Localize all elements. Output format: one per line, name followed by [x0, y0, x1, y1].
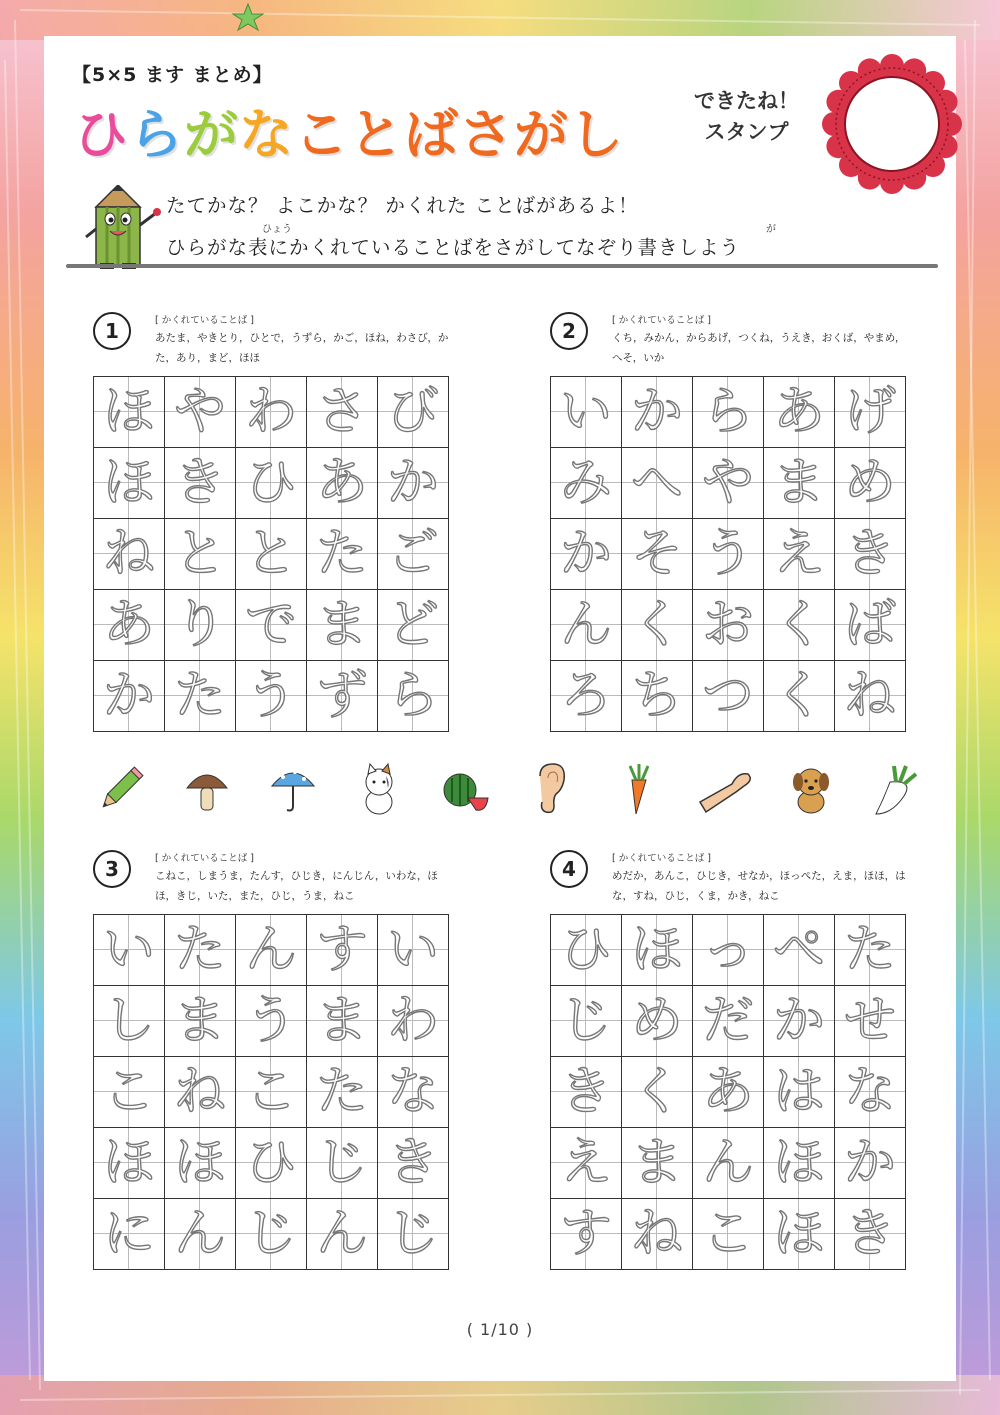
grid-cell — [835, 377, 906, 448]
grid-cell — [693, 986, 764, 1057]
tracing-letter: り — [173, 595, 226, 655]
tracing-letter: こ — [701, 1204, 754, 1264]
grid-row — [551, 448, 906, 519]
dog-icon — [786, 762, 836, 816]
tracing-letter: か — [559, 524, 612, 584]
grid-cell — [622, 661, 693, 732]
tracing-letter: め — [630, 991, 683, 1051]
tracing-letter: あ — [315, 453, 368, 513]
grid-cell — [693, 1057, 764, 1128]
hint-words: めだか，あんこ，ひじき，せなか，ほっぺた，えま，ほほ，はな，すね，ひじ，くま，かき，ねこ — [612, 870, 906, 902]
grid-cell — [764, 1199, 835, 1270]
tracing-letter: ち — [630, 666, 683, 726]
grid-cell — [693, 519, 764, 590]
letter-grid — [550, 376, 906, 732]
grid-cell — [378, 377, 449, 448]
grid-row — [551, 1057, 906, 1128]
grid-cell — [551, 986, 622, 1057]
tracing-letter: さ — [315, 382, 368, 442]
tracing-letter: か — [630, 382, 683, 442]
grid-cell — [236, 915, 307, 986]
tracing-letter: に — [102, 1204, 155, 1264]
grid-row — [551, 1199, 906, 1270]
tracing-letter: た — [315, 524, 368, 584]
tracing-letter: や — [173, 382, 226, 442]
stamp-scallop — [822, 112, 846, 136]
grid-cell — [764, 377, 835, 448]
tracing-letter: ら — [701, 382, 754, 442]
grid-cell — [378, 1128, 449, 1199]
tracing-letter: い — [559, 382, 612, 442]
grid-row — [551, 915, 906, 986]
grid-cell — [165, 377, 236, 448]
grid-cell — [551, 661, 622, 732]
grid-cell — [378, 1199, 449, 1270]
tracing-letter: か — [772, 991, 825, 1051]
grid-cell — [165, 519, 236, 590]
grid-cell — [622, 915, 693, 986]
grid-cell — [693, 448, 764, 519]
pencil-icon — [96, 762, 146, 816]
ruby-hyou: ひょう — [262, 224, 292, 235]
grid-cell — [551, 519, 622, 590]
stamp-label — [694, 86, 799, 148]
title-char: ら — [129, 103, 184, 166]
hint-label: [ かくれていることば ] — [155, 315, 254, 326]
tracing-letter: ん — [173, 1204, 226, 1264]
grid-cell — [236, 1057, 307, 1128]
grid-cell — [835, 590, 906, 661]
grid-cell — [236, 1199, 307, 1270]
grid-cell — [236, 448, 307, 519]
grid-cell — [693, 915, 764, 986]
tracing-letter: だ — [701, 991, 754, 1051]
ruby-ga: が — [766, 224, 776, 235]
grid-cell — [94, 590, 165, 661]
tracing-letter: き — [559, 1062, 612, 1122]
hint-words: くち，みかん，からあげ，つくね，うえき，おくば，やまめ，へそ，いか — [612, 332, 906, 364]
tracing-letter: な — [386, 1062, 439, 1122]
tracing-letter: あ — [772, 382, 825, 442]
grid-cell — [165, 1199, 236, 1270]
grid-cell — [835, 448, 906, 519]
title-char: し — [569, 103, 624, 166]
grid-cell — [622, 1057, 693, 1128]
tracing-letter: く — [772, 595, 825, 655]
tracing-letter: あ — [701, 1062, 754, 1122]
grid-cell — [693, 1128, 764, 1199]
grid-cell — [236, 519, 307, 590]
tracing-letter: ほ — [102, 1133, 155, 1193]
tracing-letter: み — [559, 453, 612, 513]
tracing-letter: き — [843, 1204, 896, 1264]
tracing-letter: き — [843, 524, 896, 584]
grid-cell — [693, 661, 764, 732]
grid-cell — [94, 1199, 165, 1270]
tracing-letter: つ — [701, 666, 754, 726]
tracing-letter: い — [102, 920, 155, 980]
title-char: な — [239, 103, 294, 166]
stamp-label-line1: できたね！ — [694, 89, 799, 113]
tracing-letter: う — [244, 991, 297, 1051]
tracing-letter: ね — [630, 1204, 683, 1264]
tracing-letter: ど — [386, 595, 439, 655]
tracing-letter: た — [173, 666, 226, 726]
tracing-letter: と — [173, 524, 226, 584]
stamp-label-line2: スタンプ — [704, 120, 789, 144]
pencil-mascot-icon — [82, 185, 162, 269]
instruction-line-1: たてかな？ よこかな？ かくれた ことばがあるよ！ — [166, 194, 639, 217]
stamp-area — [822, 54, 962, 194]
grid-cell — [94, 1128, 165, 1199]
grid-row — [94, 448, 449, 519]
grid-cell — [835, 986, 906, 1057]
grid-cell — [835, 519, 906, 590]
illustration-row — [96, 762, 916, 822]
tracing-letter: な — [843, 1062, 896, 1122]
grid-cell — [551, 590, 622, 661]
grid-row — [551, 377, 906, 448]
worksheet-subtitle: 【5×5 ます まとめ】 — [72, 64, 273, 86]
tracing-letter: げ — [843, 382, 896, 442]
grid-cell — [835, 915, 906, 986]
grid-cell — [378, 448, 449, 519]
grid-row — [551, 590, 906, 661]
tracing-letter: ひ — [244, 1133, 297, 1193]
grid-cell — [622, 986, 693, 1057]
title-char: ば — [404, 103, 459, 166]
tracing-letter: ま — [630, 1133, 683, 1193]
grid-row — [94, 1057, 449, 1128]
grid-row — [94, 986, 449, 1057]
grid-cell — [551, 1057, 622, 1128]
tracing-letter: ま — [315, 595, 368, 655]
grid-row — [94, 915, 449, 986]
tracing-letter: う — [701, 524, 754, 584]
stamp-scallop — [880, 170, 904, 194]
tracing-letter: ほ — [630, 920, 683, 980]
tracing-letter: っ — [701, 920, 754, 980]
grid-cell — [165, 448, 236, 519]
grid-cell — [764, 661, 835, 732]
grid-cell — [835, 1199, 906, 1270]
grid-row — [94, 519, 449, 590]
tracing-letter: ね — [173, 1062, 226, 1122]
puzzle-number: 4 — [550, 850, 588, 888]
tracing-letter: た — [173, 920, 226, 980]
grid-cell — [551, 915, 622, 986]
tracing-letter: か — [386, 453, 439, 513]
mushroom-icon — [182, 762, 232, 816]
grid-cell — [764, 986, 835, 1057]
tracing-letter: ね — [843, 666, 896, 726]
grid-cell — [693, 377, 764, 448]
grid-cell — [835, 1128, 906, 1199]
grid-cell — [165, 915, 236, 986]
grid-cell — [94, 986, 165, 1057]
tracing-letter: ひ — [559, 920, 612, 980]
grid-cell — [307, 1199, 378, 1270]
tracing-letter: か — [843, 1133, 896, 1193]
grid-cell — [764, 519, 835, 590]
hint-label: [ かくれていることば ] — [612, 315, 711, 326]
grid-cell — [165, 590, 236, 661]
grid-cell — [693, 1199, 764, 1270]
carrot-icon — [612, 762, 662, 816]
tracing-letter: じ — [386, 1204, 439, 1264]
tracing-letter: ほ — [772, 1133, 825, 1193]
tracing-letter: え — [772, 524, 825, 584]
grid-cell — [622, 377, 693, 448]
grid-cell — [764, 1057, 835, 1128]
grid-cell — [307, 377, 378, 448]
tracing-letter: し — [102, 991, 155, 1051]
grid-cell — [307, 1128, 378, 1199]
tracing-letter: ず — [315, 666, 368, 726]
tracing-letter: ね — [102, 524, 155, 584]
grid-cell — [551, 1199, 622, 1270]
stamp-scallop — [938, 112, 962, 136]
grid-cell — [378, 519, 449, 590]
tracing-letter: ほ — [772, 1204, 825, 1264]
grid-cell — [551, 1128, 622, 1199]
grid-cell — [236, 590, 307, 661]
tracing-letter: い — [386, 920, 439, 980]
tracing-letter: じ — [559, 991, 612, 1051]
grid-cell — [94, 519, 165, 590]
grid-cell — [764, 915, 835, 986]
cat-icon — [354, 762, 404, 816]
tracing-letter: へ — [630, 453, 683, 513]
grid-cell — [307, 915, 378, 986]
hint-words: あたま，やきとり，ひとで，うずら，かご，ほね，わさび，かた，あり，まど，ほほ — [155, 332, 449, 364]
tracing-letter: ん — [559, 595, 612, 655]
tracing-letter: ん — [244, 920, 297, 980]
tracing-letter: ん — [701, 1133, 754, 1193]
tracing-letter: ろ — [559, 666, 612, 726]
tracing-letter: え — [559, 1133, 612, 1193]
tracing-letter: ん — [315, 1204, 368, 1264]
grid-cell — [307, 661, 378, 732]
tracing-letter: わ — [386, 991, 439, 1051]
tracing-letter: や — [701, 453, 754, 513]
grid-cell — [551, 448, 622, 519]
grid-row — [94, 590, 449, 661]
grid-cell — [165, 1057, 236, 1128]
grid-row — [551, 1128, 906, 1199]
tracing-letter: こ — [244, 1062, 297, 1122]
puzzle-number: 3 — [93, 850, 131, 888]
grid-cell — [622, 1199, 693, 1270]
grid-cell — [307, 448, 378, 519]
title-char: が — [184, 103, 239, 166]
hint-words: こねこ，しまうま，たんす，ひじき，にんじん，いわな，ほほ，きじ，いた，また，ひじ，うま，ねこ — [155, 870, 438, 902]
title-char: と — [349, 103, 404, 166]
letter-grid — [93, 376, 449, 732]
tracing-letter: す — [315, 920, 368, 980]
tracing-letter: こ — [102, 1062, 155, 1122]
grid-cell — [378, 915, 449, 986]
tracing-letter: じ — [315, 1133, 368, 1193]
title-char: さ — [459, 103, 514, 166]
tracing-letter: は — [772, 1062, 825, 1122]
grid-cell — [94, 1057, 165, 1128]
grid-cell — [94, 448, 165, 519]
tracing-letter: じ — [244, 1204, 297, 1264]
umbrella-icon — [268, 762, 318, 816]
tracing-letter: め — [843, 453, 896, 513]
tracing-letter: ば — [843, 595, 896, 655]
grid-cell — [236, 986, 307, 1057]
grid-cell — [236, 377, 307, 448]
tracing-letter: き — [173, 453, 226, 513]
arm-icon — [698, 762, 754, 816]
tracing-letter: そ — [630, 524, 683, 584]
letter-grid — [550, 914, 906, 1270]
tracing-letter: せ — [843, 991, 896, 1051]
grid-cell — [307, 986, 378, 1057]
grid-row — [94, 1128, 449, 1199]
worksheet-title — [74, 92, 624, 169]
daikon-icon — [870, 762, 920, 816]
grid-cell — [378, 661, 449, 732]
grid-cell — [236, 1128, 307, 1199]
grid-row — [551, 661, 906, 732]
title-char: が — [514, 103, 569, 166]
grid-cell — [378, 590, 449, 661]
grid-row — [94, 661, 449, 732]
grid-cell — [307, 519, 378, 590]
tracing-letter: す — [559, 1204, 612, 1264]
grid-cell — [94, 915, 165, 986]
puzzle-number: 2 — [550, 312, 588, 350]
tracing-letter: ほ — [102, 453, 155, 513]
title-char: ひ — [74, 103, 129, 166]
tracing-letter: と — [244, 524, 297, 584]
tracing-letter: き — [386, 1133, 439, 1193]
tracing-letter: ほ — [173, 1133, 226, 1193]
tracing-letter: び — [386, 382, 439, 442]
tracing-letter: く — [772, 666, 825, 726]
divider-rule — [66, 264, 938, 268]
tracing-letter: ほ — [102, 382, 155, 442]
tracing-letter: わ — [244, 382, 297, 442]
grid-cell — [764, 1128, 835, 1199]
tracing-letter: ぺ — [772, 920, 825, 980]
tracing-letter: く — [630, 1062, 683, 1122]
hint-label: [ かくれていることば ] — [155, 853, 254, 864]
grid-cell — [165, 1128, 236, 1199]
watermelon-icon — [440, 762, 490, 816]
grid-cell — [622, 1128, 693, 1199]
grid-cell — [307, 590, 378, 661]
letter-grid — [93, 914, 449, 1270]
grid-cell — [622, 448, 693, 519]
grid-cell — [378, 1057, 449, 1128]
hint-label: [ かくれていることば ] — [612, 853, 711, 864]
tracing-letter: ひ — [244, 453, 297, 513]
tracing-letter: ら — [386, 666, 439, 726]
grid-cell — [764, 590, 835, 661]
tracing-letter: た — [843, 920, 896, 980]
grid-cell — [165, 661, 236, 732]
grid-cell — [94, 377, 165, 448]
tracing-letter: ま — [173, 991, 226, 1051]
grid-row — [551, 519, 906, 590]
instruction-line-2: ひらがな表にかくれていることばをさがしてなぞり書きしよう — [166, 236, 741, 259]
grid-row — [94, 377, 449, 448]
title-char: こ — [294, 103, 349, 166]
grid-row — [94, 1199, 449, 1270]
puzzle-number: 1 — [93, 312, 131, 350]
grid-cell — [764, 448, 835, 519]
page-number: ( 1/10 ) — [466, 1320, 534, 1339]
grid-cell — [622, 519, 693, 590]
tracing-letter: あ — [102, 595, 155, 655]
tracing-letter: ご — [386, 524, 439, 584]
grid-cell — [165, 986, 236, 1057]
grid-cell — [307, 1057, 378, 1128]
tracing-letter: ま — [772, 453, 825, 513]
grid-cell — [835, 1057, 906, 1128]
tracing-letter: く — [630, 595, 683, 655]
ear-icon — [526, 762, 576, 816]
grid-cell — [236, 661, 307, 732]
tracing-letter: た — [315, 1062, 368, 1122]
tracing-letter: か — [102, 666, 155, 726]
stamp-scallop — [880, 54, 904, 78]
grid-cell — [835, 661, 906, 732]
grid-cell — [378, 986, 449, 1057]
grid-cell — [622, 590, 693, 661]
grid-row — [551, 986, 906, 1057]
tracing-letter: ま — [315, 991, 368, 1051]
tracing-letter: で — [244, 595, 297, 655]
grid-cell — [94, 661, 165, 732]
grid-cell — [551, 377, 622, 448]
grid-cell — [693, 590, 764, 661]
tracing-letter: お — [701, 595, 754, 655]
tracing-letter: う — [244, 666, 297, 726]
